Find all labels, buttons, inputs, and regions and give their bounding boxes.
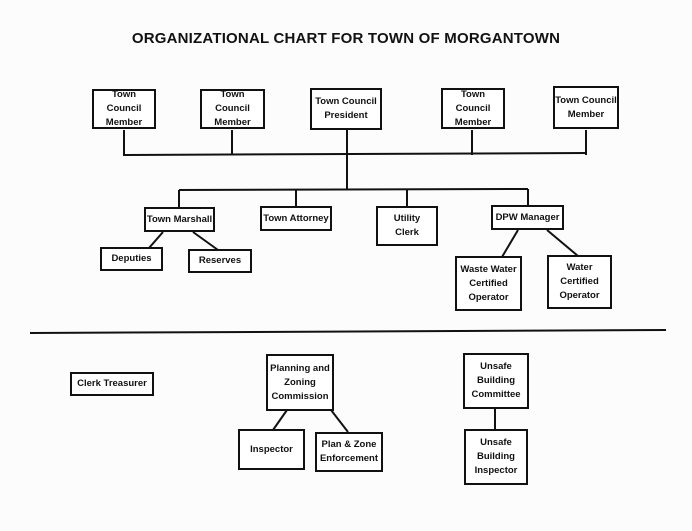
reserves-box: Reserves [188, 249, 252, 273]
water-operator-box: Water Certified Operator [547, 255, 612, 309]
council-member-box: Town Council Member [92, 89, 156, 129]
council-member-box: Town Council Member [200, 89, 265, 129]
town-marshall-box: Town Marshall [144, 207, 215, 232]
connector-line [193, 232, 218, 250]
page-title: ORGANIZATIONAL CHART FOR TOWN OF MORGANTOWN [131, 30, 561, 47]
waste-water-operator-box: Waste Water Certified Operator [455, 256, 522, 311]
connector-line [547, 230, 578, 256]
connector-line [502, 230, 518, 257]
unsafe-building-committee-box: Unsafe Building Committee [463, 353, 529, 409]
connector-line [149, 232, 163, 248]
council-member-box: Town Council Member [441, 88, 505, 129]
inspector-box: Inspector [238, 429, 305, 470]
section-divider [30, 330, 666, 333]
council-member-box: Town Council Member [553, 86, 619, 129]
unsafe-building-inspector-box: Unsafe Building Inspector [464, 429, 528, 485]
utility-clerk-box: Utility Clerk [376, 206, 438, 246]
deputies-box: Deputies [100, 247, 163, 271]
clerk-treasurer-box: Clerk Treasurer [70, 372, 154, 396]
connector-line [123, 153, 587, 155]
planning-zoning-box: Planning and Zoning Commission [266, 354, 334, 411]
dpw-manager-box: DPW Manager [491, 205, 564, 230]
council-president-box: Town Council President [310, 88, 382, 130]
connector-line [273, 410, 287, 430]
connector-line [331, 410, 348, 432]
town-attorney-box: Town Attorney [260, 206, 332, 231]
connector-line [179, 189, 528, 190]
plan-zone-enforcement-box: Plan & Zone Enforcement [315, 432, 383, 472]
